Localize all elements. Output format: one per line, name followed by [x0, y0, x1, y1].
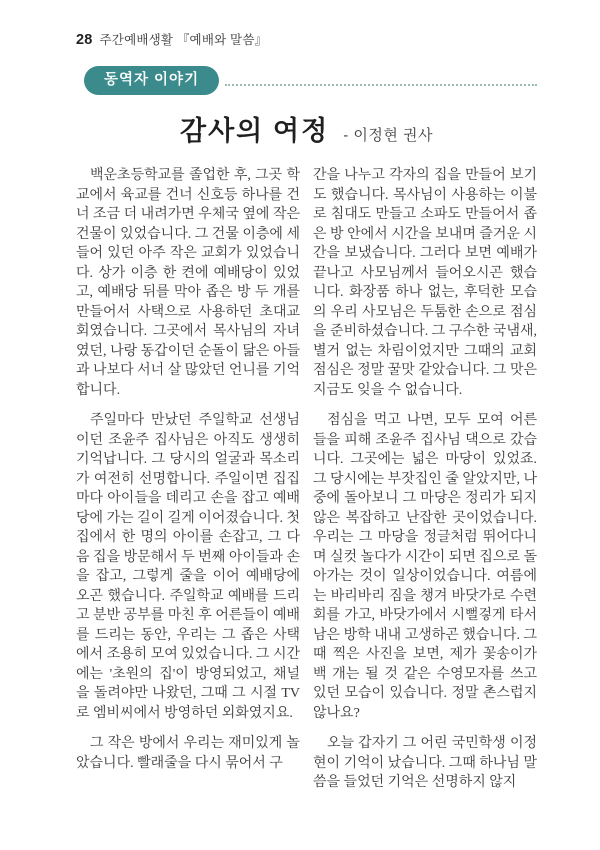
paragraph: 그 작은 방에서 우리는 재미있게 놀았습니다. 빨래줄을 다시 묶어서 구	[76, 736, 300, 771]
article-body	[76, 166, 537, 804]
dotted-rule	[225, 84, 537, 86]
section-badge: 동역자 이야기	[84, 66, 219, 95]
article-byline: - 이정현 권사	[343, 127, 433, 144]
text-column-right	[313, 166, 537, 804]
article-title-row	[76, 109, 537, 148]
paragraph-continuation: 간을 나누고 각자의 집을 만들어 보기도 했습니다. 목사님이 사용하는 이불로 침대도 만들고 소파도 만들어서 좁은 방 안에서 시간을 보내며 즐거운 시간을 보냈습니다. 그러다 보면 예배가 끝나고 사모님께서 들어오시곤 했습니다. 화장품 하나 없는, 후덕한 모습의 우리 사모님은 두툼한 손으로 점심을 준비하셨습니다. 그 구수한 국냄새, 별거 없는 차림이었지만 그때의 교회 점심은 정말 꿀맛 같았습니다. 그 맛은 지금도 잊을 수 없습니다.	[313, 168, 537, 398]
text-column-left	[76, 166, 300, 804]
paragraph: 백운초등학교를 졸업한 후, 그곳 학교에서 육교를 건너 신호등 하나를 건너 조금 더 내려가면 우체국 옆에 작은 건물이 있었습니다. 그 건물 이층에 세들어 있던 아주 작은 교회가 있었습니다. 상가 이층 한 켠에 예배당이 있었고, 예배당 뒤를 막아 좁은 방 두 개를 만들어서 사택으로 사용하던 초대교회였습니다. 그곳에서 목사님의 자녀였던, 나랑 동갑이던 순돌이 닮은 아들과 나보다 서너 살 많았던 언니를 기억합니다.	[76, 168, 300, 398]
section-heading-row	[84, 66, 537, 95]
article-title: 감사의 여정	[180, 116, 330, 146]
paragraph: 주일마다 만났던 주일학교 선생님이던 조윤주 집사님은 아직도 생생히 기억납니다. 그 당시의 얼굴과 목소리가 여전히 선명합니다. 주일이면 집집마다 아이들을 데리고 손을 잡고 예배당에 가는 길이 길게 이어졌습니다. 첫 집에서 한 명의 아이를 손잡고, 그 다음 집을 방문해서 두 번째 아이들과 손을 잡고, 그렇게 줄을 이어 예배당에 오곤 했습니다. 주일학교 예배를 드리고 분반 공부를 마친 후 어른들이 예배를 드리는 동안, 우리는 그 좁은 사택에서 조용히 모여 있었습니다. 그 시간에는 '초원의 집'이 방영되었고, 채널을 돌려야만 나왔던, 그때 그 시절 TV로 엠비씨에서 방영하던 외화였지요.	[76, 413, 300, 721]
page-number: 28	[76, 32, 93, 48]
publication-title: 주간예배생활 『예배와 말씀』	[99, 33, 268, 47]
paragraph: 오늘 갑자기 그 어린 국민학생 이정현이 기억이 났습니다. 그때 하나님 말씀을 들었던 기억은 선명하지 않지	[313, 736, 537, 790]
running-head	[76, 30, 537, 48]
paragraph: 점심을 먹고 나면, 모두 모여 어른들을 피해 조윤주 집사님 댁으로 갔습니다. 그곳에는 넓은 마당이 있었죠. 그 당시에는 부잣집인 줄 알았지만, 나중에 돌아보니 그 마당은 정리가 되지 않은 복잡하고 난잡한 곳이었습니다. 우리는 그 마당을 정글처럼 뛰어다니며 실컷 놀다가 시간이 되면 집으로 돌아가는 것이 일상이었습니다. 여름에는 바리바리 짐을 챙겨 바닷가로 수련회를 가고, 바닷가에서 시뻘겋게 타서 남은 방학 내내 고생하곤 했습니다. 그때 찍은 사진을 보면, 제가 꽃송이가 백 개는 될 것 같은 수영모자를 쓰고 있던 모습이 있습니다. 정말 촌스럽지 않나요?	[313, 413, 537, 721]
